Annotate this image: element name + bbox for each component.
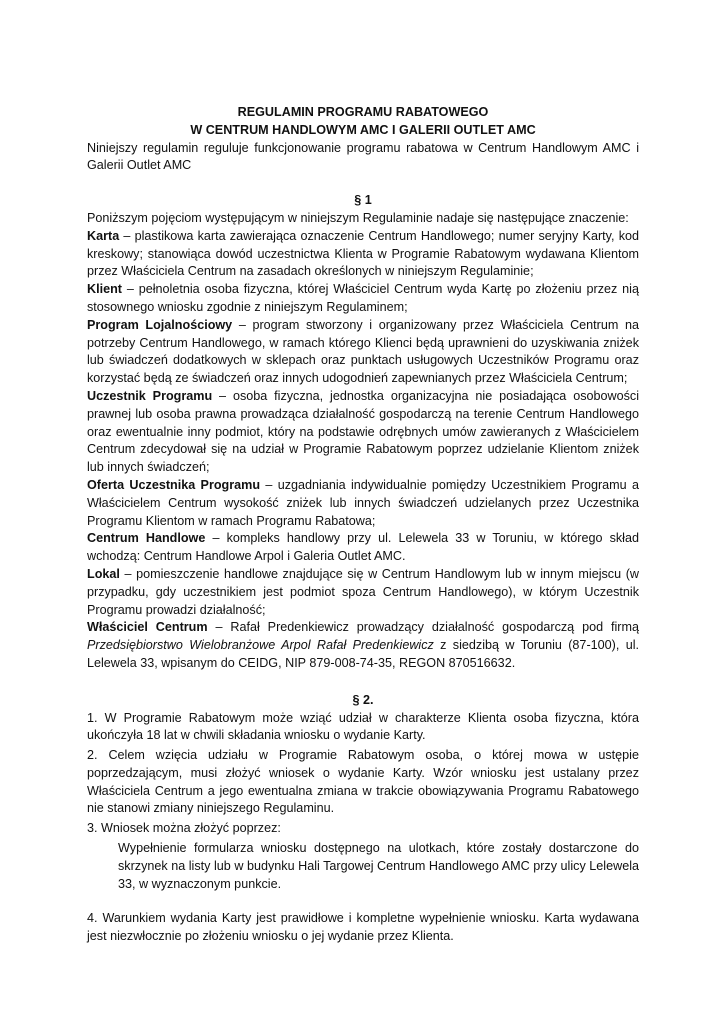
- section-2-item-3-sub: Wypełnienie formularza wniosku dostępnego na ulotkach, które zostały dostarczone do skrzynek na listy lub w budynku Hali Targowej Centrum Handlowego AMC przy ulicy Lelewela 33, w wyznaczonym punkcie.: [118, 841, 639, 891]
- section-2-item-1: 1. W Programie Rabatowym może wziąć udział w charakterze Klienta osoba fizyczna, która ukończyła 18 lat w chwili składania wniosku o wydanie Karty.: [87, 710, 639, 743]
- term-wlasciciel: Właściciel Centrum: [87, 620, 208, 635]
- definition-karta-text: – plastikowa karta zawierająca oznaczenie Centrum Handlowego; numer seryjny Karty, kod kreskowy; stanowiąca dowód uczestnictwa Klienta w Programie Rabatowym wydawana Klientom przez Właściciela Centrum na zasadach określonych w niniejszym Regulaminie;: [87, 228, 639, 279]
- definition-centrum-text: – kompleks handlowy przy ul. Lelewela 33 w Toruniu, w którego skład wchodzą: Centrum Handlowe Arpol i Galeria Outlet AMC.: [87, 531, 639, 564]
- definition-uczestnik-text: – osoba fizyczna, jednostka organizacyjna nie posiadająca osobowości prawnej lub osoba prawna prowadząca działalność gospodarczą na terenie Centrum Handlowego oraz ewentualnie inny podmiot, który na podstawie odrębnych umów zawieranych z Właścicielem Centrum zdecydował się na udział w Programie Rabatowym poprzez udzielanie Klientom zniżek lub innych świadczeń;: [87, 388, 640, 475]
- definition-klient-text: – pełnoletnia osoba fizyczna, której Właściciel Centrum wyda Kartę po złożeniu przez nią stosownego wniosku zgodnie z niniejszym Regulaminem;: [87, 282, 639, 314]
- term-centrum: Centrum Handlowe: [87, 531, 206, 546]
- definition-lokal: [87, 566, 639, 619]
- company-name: Przedsiębiorstwo Wielobranżowe Arpol Rafał Predenkiewicz: [87, 638, 434, 653]
- definition-program: [87, 317, 639, 388]
- section-2-item-4: 4. Warunkiem wydania Karty jest prawidłowe i kompletne wypełnienie wniosku. Karta wydawana jest niezwłocznie po złożeniu wniosku o jej wydanie przez Klienta.: [87, 911, 639, 944]
- definition-oferta: [87, 477, 639, 530]
- definition-wlasciciel-text-1: – Rafał Predenkiewicz prowadzący działalność gospodarczą pod firmą: [207, 620, 639, 635]
- definition-program-text: – program stworzony i organizowany przez Właściciela Centrum na potrzeby Centrum Handlowego, w ramach którego Klienci będą uprawnieni do uzyskiwania zniżek lub świadczeń dodatkowych w sklepach oraz punktach usługowych Uczestników Programu oraz korzystać będą ze świadczeń oraz innych udogodnień zapewnianych przez Właściciela Centrum;: [87, 317, 639, 386]
- term-klient: Klient: [87, 282, 122, 297]
- definition-karta: [87, 228, 639, 281]
- term-uczestnik: Uczestnik Programu: [87, 388, 213, 403]
- section-2-heading: § 2.: [352, 692, 374, 707]
- term-program: Program Lojalnościowy: [87, 317, 233, 332]
- definition-wlasciciel-text-2: z siedzibą w Toruniu (87-100), ul. Lelewela 33, wpisanym do CEIDG, NIP 879-008-74-35, REGON 870516632.: [87, 638, 639, 670]
- definition-oferta-text: – uzgadniania indywidualnie pomiędzy Uczestnikiem Programu a Właścicielem Centrum wysokość zniżek lub innych świadczeń udzielanych przez Uczestnika Programu Klientom w ramach Programu Rabatowa;: [87, 477, 639, 528]
- term-oferta: Oferta Uczestnika Programu: [87, 477, 261, 492]
- title-line-2: W CENTRUM HANDLOWYM AMC I GALERII OUTLET AMC: [190, 122, 536, 137]
- definition-centrum: [87, 530, 639, 566]
- section-1-lead: Poniższym pojęciom występującym w niniejszym Regulaminie nadaje się następujące znaczenie:: [87, 210, 629, 225]
- definition-uczestnik: [87, 388, 639, 477]
- term-karta: Karta: [87, 228, 120, 243]
- spacer: [87, 893, 639, 910]
- document-body: [87, 104, 639, 946]
- document-title: [87, 104, 639, 140]
- title-line-1: REGULAMIN PROGRAMU RABATOWEGO: [237, 105, 489, 119]
- section-1-heading: § 1: [354, 193, 372, 208]
- definition-klient: [87, 281, 639, 317]
- definition-wlasciciel: [87, 619, 639, 672]
- definition-lokal-text: – pomieszczenie handlowe znajdujące się w Centrum Handlowym lub w innym miejscu (w przypadku, gdy uczestnikiem jest podmiot spoza Centrum Handlowego), w którym Uczestnik Programu prowadzi działalność;: [87, 566, 639, 617]
- section-2-item-3: 3. Wniosek można złożyć poprzez:: [87, 821, 281, 836]
- section-2-item-2: 2. Celem wzięcia udziału w Programie Rabatowym osoba, o której mowa w ustępie poprzedzającym, musi złożyć wniosek o wydanie Karty. Wzór wniosku jest ustalany przez Właściciela Centrum a jego ewentualna zmiana w trakcie obowiązywania Programu Rabatowego nie stanowi zmiany niniejszego Regulaminu.: [87, 748, 639, 816]
- intro-paragraph: Niniejszy regulamin reguluje funkcjonowanie programu rabatowa w Centrum Handlowym AMC i Galerii Outlet AMC: [87, 140, 639, 173]
- term-lokal: Lokal: [87, 566, 120, 581]
